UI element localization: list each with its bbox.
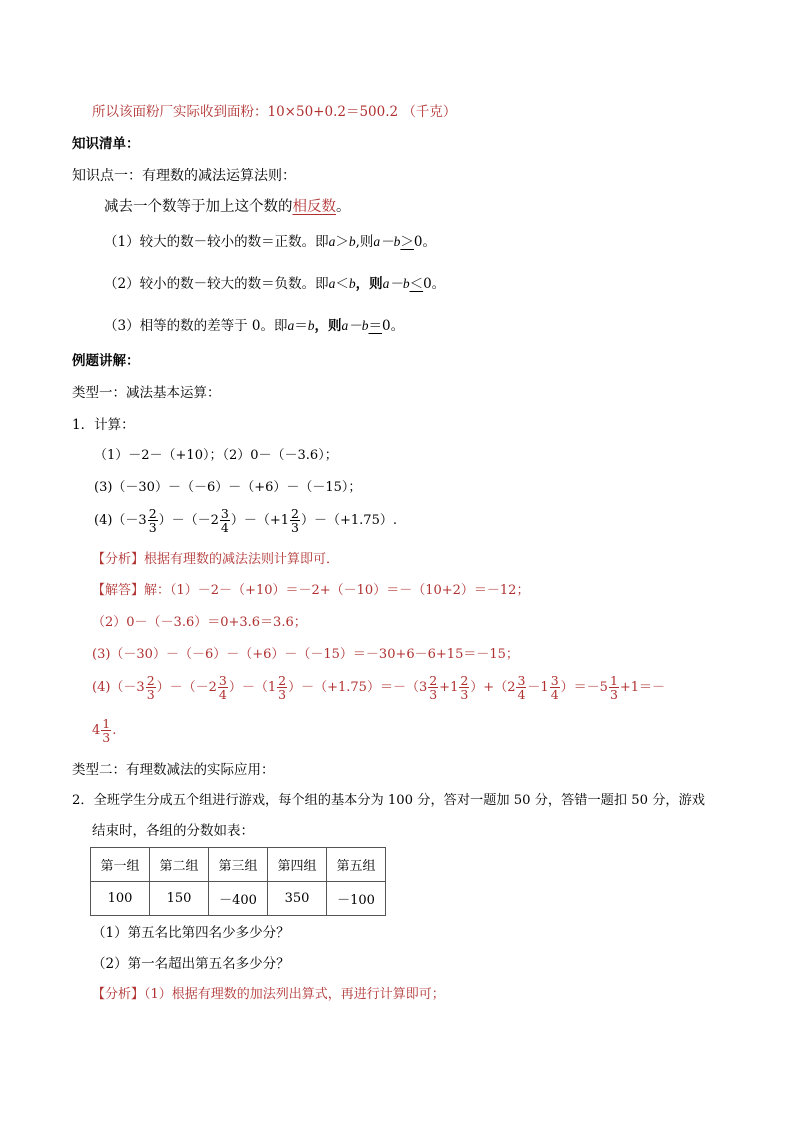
denominator: 4 (220, 520, 229, 535)
analysis-text: 根据有理数的减法法则计算即可． (144, 552, 340, 567)
denominator: 3 (146, 687, 155, 702)
case-1-text: （1）较大的数－较小的数＝正数。即 (104, 234, 329, 250)
denominator: 3 (429, 687, 438, 702)
expr-part: ）－（+1.75）. (301, 513, 397, 528)
numerator: 2 (460, 673, 469, 688)
answer-1-line-4 (92, 673, 665, 703)
numerator: 3 (220, 506, 229, 521)
subtraction-rule (104, 198, 351, 216)
numerator: 2 (146, 673, 155, 688)
fraction (277, 674, 287, 701)
answer-1-line-1 (92, 582, 529, 600)
numerator: 3 (218, 673, 227, 688)
numerator: 2 (148, 506, 157, 521)
fraction (220, 507, 230, 534)
previous-answer-line: 所以该面粉厂实际收到面粉：10×50+0.2＝500.2 （千克） (92, 104, 457, 120)
var-a: a (328, 234, 336, 249)
case-3-text: （3）相等的数的差等于 0。即 (104, 318, 288, 334)
analysis-tag: 【分析】 (92, 552, 145, 567)
rule-text: 减去一个数等于加上这个数的 (104, 199, 293, 215)
denominator: 4 (218, 687, 227, 702)
expr-part: . (112, 723, 117, 738)
var-b: b (307, 318, 315, 333)
answer-1-line-3: (3)（－30）－（－6）－（+6）－（－15）＝－30+6－6+15＝－15； (92, 647, 519, 662)
score-table (90, 847, 386, 916)
denominator: 3 (609, 687, 618, 702)
fraction (550, 674, 560, 701)
numerator: 3 (517, 673, 526, 688)
table-cell: 350 (268, 882, 327, 916)
numerator: 1 (609, 673, 618, 688)
fraction (146, 674, 156, 701)
denominator: 3 (291, 520, 299, 535)
expr-part: (4)（－3 (94, 513, 147, 528)
fraction (218, 674, 228, 701)
expr-part: ）－（+1.75）＝－（3 (288, 680, 428, 695)
var-b: b (348, 276, 356, 291)
fraction (101, 717, 111, 744)
answer-relation: ＞ (400, 234, 414, 250)
answer-relation: ＜ (409, 276, 424, 292)
question-1-part-4 (94, 506, 397, 536)
question-1-part-3: (3)（－30）－（－6）－（+6）－（－15）； (94, 480, 362, 495)
fraction (148, 507, 158, 534)
fraction (459, 674, 469, 701)
table-header-cell: 第四组 (268, 848, 327, 882)
var-a: a (328, 276, 336, 291)
question-2-line-1: 2．全班学生分成五个组进行游戏，每个组的基本分为 100 分，答对一题加 50 分，答错一题扣 50 分，游戏 (72, 793, 705, 808)
question-2-sub-1: （1）第五名比第四名少多少分？ (92, 925, 290, 941)
expr-part: －1 (527, 680, 549, 695)
table-cell: －400 (209, 882, 268, 916)
table-cell: 150 (150, 882, 209, 916)
expr-part: ）－（－2 (158, 513, 219, 528)
rule-case-3 (104, 317, 404, 335)
fraction (290, 507, 300, 534)
expr-part: ）＝－5 (560, 680, 608, 695)
denominator: 3 (460, 687, 469, 702)
numerator: 3 (550, 673, 559, 688)
question-2-line-2: 结束时，各组的分数如表： (92, 823, 254, 839)
section-knowledge-list-title: 知识清单： (72, 136, 140, 152)
question-1-title: 1．计算： (72, 417, 135, 433)
difference-expr: a－b (373, 234, 401, 249)
denominator: 3 (102, 730, 111, 745)
expr-part: (4)（－3 (92, 680, 145, 695)
rule-keyword: 相反数 (292, 199, 336, 215)
type-1-title: 类型一：减法基本运算： (72, 385, 221, 401)
knowledge-point-1-title: 知识点一：有理数的减法运算法则： (72, 168, 296, 184)
expr-part: ）－（－2 (156, 680, 217, 695)
analysis-tag: 【分析】 (92, 987, 145, 1002)
zero-text: 0。 (413, 234, 436, 250)
table-header-cell: 第二组 (150, 848, 209, 882)
answer-text: 解：（1）－2－（+10）＝－2+（－10）＝－（10+2）＝－12； (144, 583, 530, 598)
analysis-1 (92, 551, 339, 569)
numerator: 1 (102, 716, 111, 731)
rule-end: 。 (336, 199, 351, 215)
rule-case-2 (104, 275, 445, 293)
relation: ＜ (335, 276, 349, 292)
answer-tag: 【解答】 (92, 583, 145, 598)
answer-relation: ＝ (368, 318, 382, 334)
expr-part: +1＝－ (619, 680, 666, 695)
difference-expr: a－b (382, 276, 410, 291)
fraction (428, 674, 438, 701)
analysis-2 (92, 986, 445, 1004)
type-2-title: 类型二：有理数减法的实际应用： (72, 762, 275, 778)
section-examples-title: 例题讲解： (72, 353, 140, 369)
then-text: ，则 (355, 276, 383, 292)
var-a: a (287, 318, 295, 333)
zero-text: 0。 (381, 318, 405, 334)
fraction (609, 674, 619, 701)
case-2-text: （2）较小的数－较大的数＝负数。即 (104, 276, 329, 292)
answer-1-line-5 (92, 716, 116, 746)
var-b: b (348, 234, 356, 249)
then-text: ,则 (355, 234, 374, 250)
question-1-part-1-2: （1）－2－（+10）；（2）0－（－3.6）； (94, 448, 338, 463)
expr-part: +1 (439, 680, 459, 695)
analysis-text: （1）根据有理数的加法列出算式，再进行计算即可； (144, 987, 445, 1002)
table-header-cell: 第一组 (91, 848, 150, 882)
table-header-cell: 第五组 (327, 848, 386, 882)
question-2-sub-2: （2）第一名超出第五名多少分？ (92, 956, 290, 972)
denominator: 4 (550, 687, 559, 702)
relation: ＝ (294, 318, 308, 334)
difference-expr: a－b (341, 318, 369, 333)
table-header-cell: 第三组 (209, 848, 268, 882)
denominator: 3 (278, 687, 287, 702)
numerator: 2 (429, 673, 438, 688)
answer-1-line-2: （2）0－（－3.6）＝0+3.6＝3.6； (92, 615, 307, 630)
numerator: 2 (278, 673, 287, 688)
expr-part: 4 (92, 723, 101, 738)
expr-part: ）－（+1 (230, 513, 290, 528)
table-row (91, 882, 386, 916)
numerator: 2 (291, 506, 299, 521)
denominator: 4 (517, 687, 526, 702)
then-text: ，则 (314, 318, 342, 334)
table-header-row (91, 848, 386, 882)
denominator: 3 (148, 520, 157, 535)
table-cell: 100 (91, 882, 150, 916)
fraction (516, 674, 526, 701)
zero-text: 0。 (423, 276, 446, 292)
table-cell: －100 (327, 882, 386, 916)
rule-case-1 (104, 233, 436, 251)
relation: ＞ (335, 234, 349, 250)
expr-part: ）+（2 (470, 680, 516, 695)
expr-part: ）－（1 (228, 680, 277, 695)
